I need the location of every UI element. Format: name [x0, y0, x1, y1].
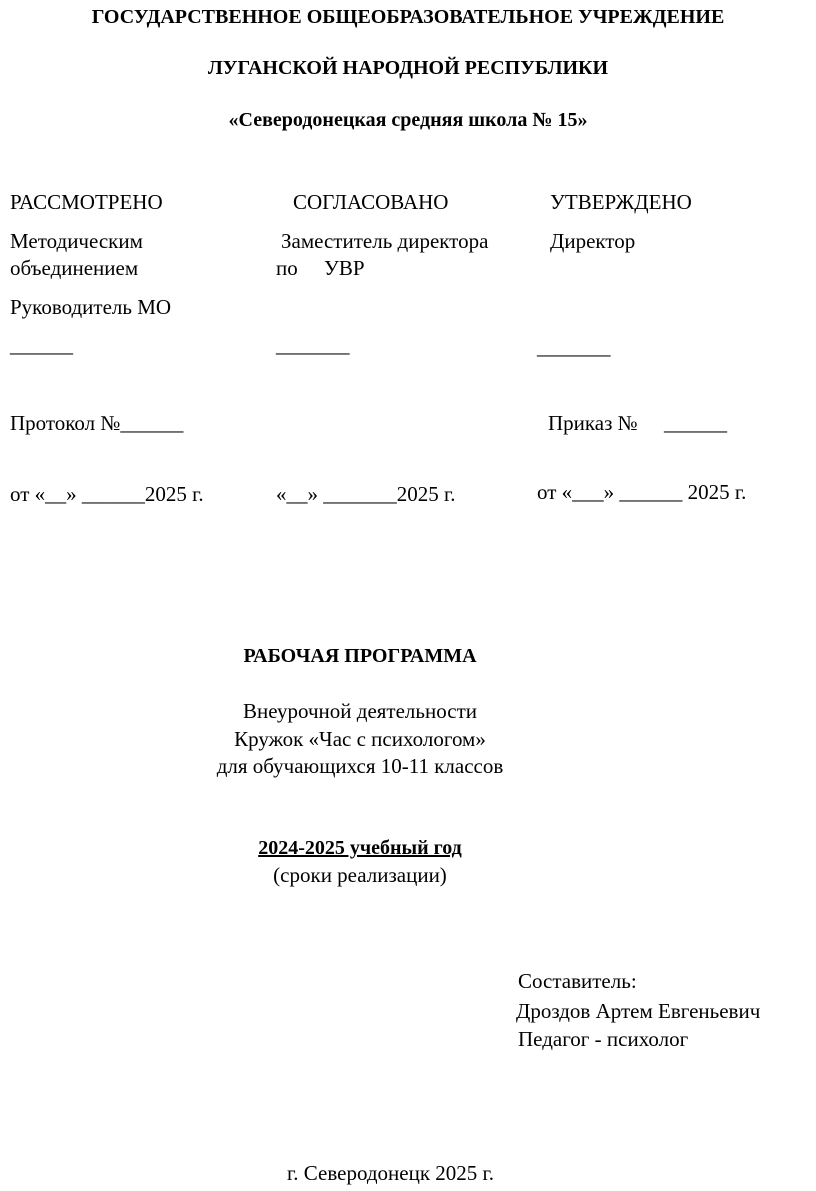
author-name: Дроздов Артем Евгеньевич — [516, 999, 761, 1023]
reviewed-body-line-2: объединением — [10, 256, 139, 280]
approved-date: от «___» ______ 2025 г. — [537, 480, 747, 504]
author-label: Составитель: — [518, 969, 637, 993]
reviewed-protocol: Протокол №______ — [10, 411, 184, 435]
reviewed-role: Руководитель МО — [10, 295, 172, 319]
program-line-2: Кружок «Час с психологом» — [234, 727, 486, 751]
school-name: «Северодонецкая средняя школа № 15» — [228, 109, 588, 131]
program-line-3: для обучающихся 10-11 классов — [216, 754, 504, 778]
approved-heading: УТВЕРЖДЕНО — [550, 190, 692, 214]
footer-city-year: г. Северодонецк 2025 г. — [287, 1161, 495, 1185]
agreed-body-line-1: Заместитель директора — [281, 229, 489, 253]
author-position: Педагог - психолог — [518, 1027, 689, 1051]
reviewed-body-line-1: Методическим — [10, 229, 143, 253]
approved-order: Приказ № ______ — [548, 411, 727, 435]
approved-signature-line: _______ — [537, 335, 611, 359]
org-name-line-1: ГОСУДАРСТВЕННОЕ ОБЩЕОБРАЗОВАТЕЛЬНОЕ УЧРЕЖДЕНИЕ — [91, 6, 725, 28]
academic-year-note: (сроки реализации) — [273, 863, 447, 887]
program-line-1: Внеурочной деятельности — [242, 699, 477, 723]
agreed-date: «__» _______2025 г. — [276, 482, 456, 506]
agreed-heading: СОГЛАСОВАНО — [293, 190, 449, 214]
reviewed-signature-line: ______ — [10, 333, 73, 357]
reviewed-date: от «__» ______2025 г. — [10, 482, 204, 506]
agreed-signature-line: _______ — [276, 333, 350, 357]
reviewed-heading: РАССМОТРЕНО — [10, 190, 163, 214]
agreed-body-line-2: по УВР — [276, 256, 365, 280]
approved-body-line-1: Директор — [550, 229, 636, 253]
academic-year: 2024-2025 учебный год — [258, 837, 462, 859]
org-name-line-2: ЛУГАНСКОЙ НАРОДНОЙ РЕСПУБЛИКИ — [207, 57, 609, 79]
program-title: РАБОЧАЯ ПРОГРАММА — [243, 645, 477, 667]
